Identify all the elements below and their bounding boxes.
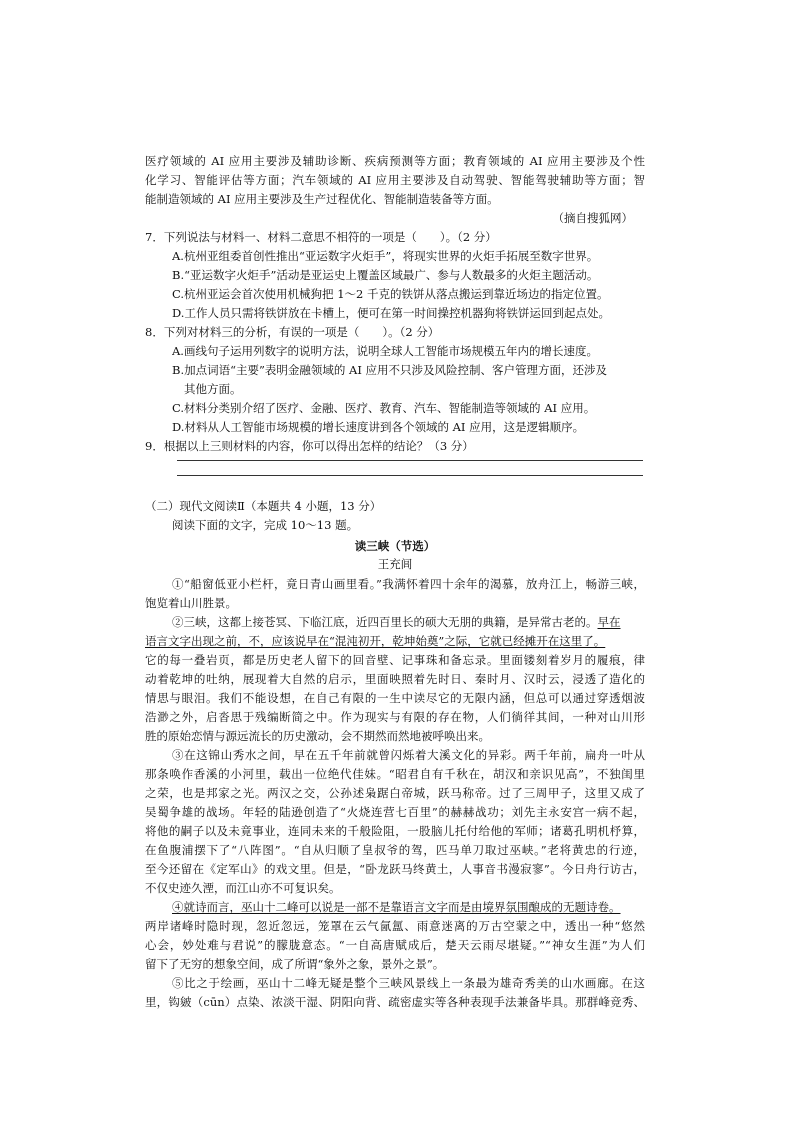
- p4-line-1: [172, 898, 645, 917]
- p3-line-3: 之荣，也是邦家之光。两汉之交，公孙述枭踞白帝城，跃马称帝。过了三周甲子，这里又成了: [145, 786, 645, 800]
- q8-option-b: B.加点词语“主要”表明金融领域的 AI 应用不只涉及风险控制、客户管理方面，还涉及: [172, 363, 608, 377]
- intro-line-1: 医疗领域的 AI 应用主要涉及辅助诊断、疾病预测等方面；教育领域的 AI 应用主要涉及个性: [145, 154, 645, 168]
- section-heading: （二）现代文阅读Ⅱ（本题共 4 小题，13 分）: [145, 499, 382, 513]
- p3-line-1: ③在这锦山秀水之间，早在五千年前就曾闪烁着大溪文化的异彩。两千年前，扁舟一叶从: [172, 748, 645, 762]
- answer-line-2[interactable]: [177, 475, 643, 476]
- passage-author: 王充闾: [377, 557, 413, 571]
- q8-option-d: D.材料从人工智能市场规模的增长速度讲到各个领域的 AI 应用，这是逻辑顺序。: [172, 420, 585, 434]
- q8-option-b-cont: 其他方面。: [184, 382, 242, 396]
- section-instruction: 阅读下面的文字，完成 10～13 题。: [172, 518, 359, 532]
- q8-stem: 8．下列对材料三的分析，有误的一项是（ ）。（2 分）: [145, 325, 440, 339]
- q7-stem: 7．下列说法与材料一、材料二意思不相符的一项是（ ）。（2 分）: [145, 230, 497, 244]
- intro-line-2: 化学习、智能评估等方面；汽车领域的 AI 应用主要涉及自动驾驶、智能驾驶辅助等方面；智: [145, 173, 645, 187]
- intro-line-3: 能制造领域的 AI 应用主要涉及生产过程优化、智能制造装备等方面。: [145, 192, 499, 206]
- p3-line-7: 至今还留在《定军山》的戏文里。但是，“卧龙跃马终黄土，人事音书漫寂寥”。今日舟行访古，: [145, 862, 645, 876]
- q7-option-d: D.工作人员只需将铁饼放在卡槽上，便可在第一时间操控机器狗将铁饼运回到起点处。: [172, 306, 610, 320]
- q8-option-c: C.材料分类别介绍了医疗、金融、医疗、教育、汽车、智能制造等领域的 AI 应用。: [172, 401, 596, 415]
- p3-line-5: 将他的嗣子以及未竟事业，连同未来的千般险阻，一股脑儿托付给他的军师；诸葛孔明机杼算，: [145, 824, 645, 838]
- p3-line-8: 不仅史迹久湮，而江山亦不可复识矣。: [145, 881, 341, 895]
- p2-line-2: [145, 632, 645, 651]
- p1-line-1: ①“船窗低亚小栏杆，竟日青山画里看。”我满怀着四十余年的渴慕，放舟江上，畅游三峡，: [172, 577, 645, 591]
- p2-underlined-start: 早在: [597, 615, 621, 629]
- answer-line-1[interactable]: [177, 460, 643, 461]
- p3-line-4: 吴蜀争雄的战场。年轻的陆逊创造了“火烧连营七百里”的赫赫战功；刘先主永安宫一病不起，: [145, 805, 645, 819]
- p1-line-2: 饱览着山川胜景。: [145, 596, 237, 610]
- source-citation: （摘自搜狐网）: [552, 211, 633, 225]
- p4-line-4: 留下了无穷的想象空间，成了所谓“象外之象，景外之景”。: [145, 957, 445, 971]
- p3-line-6: 在鱼腹浦摆下了“八阵图”。“自从归顺了皇叔爷的驾，匹马单刀取过巫峡。”老将黄忠的行迹，: [145, 843, 645, 857]
- p4-line-2: 两岸诸峰时隐时现，忽近忽远，笼罩在云气氤氲、雨意迷离的万古空蒙之中，透出一种“悠然: [145, 919, 645, 933]
- q7-option-c: C.杭州亚运会首次使用机械狗把 1～2 千克的铁饼从落点搬运到靠近场边的指定位置。: [172, 287, 609, 301]
- p2-line-3: 它的每一叠岩页，都是历史老人留下的回音壁、记事珠和备忘录。里面镂刻着岁月的履痕，律: [145, 653, 645, 667]
- p2-line-7: 胜的原始恋情与源远流长的历史激动，会不期然而然地被呼唤出来。: [145, 729, 490, 743]
- p2-line-5: 情思与眼泪。我们不能设想，在自己有限的一生中读尽它的无限内涵，但总可以通过穿透烟波: [145, 691, 645, 705]
- p3-line-2: 那条唤作香溪的小河里，载出一位绝代佳妹。“昭君自有千秋在，胡汉和亲识见高”，不独闺里: [145, 767, 645, 781]
- q7-option-b: B.“亚运数字火炬手”活动是亚运史上覆盖区域最广、参与人数最多的火炬主题活动。: [172, 268, 599, 282]
- q8-option-a: A.画线句子运用列数字的说明方法，说明全球人工智能市场规模五年内的增长速度。: [172, 344, 598, 358]
- p5-line-1: ⑤比之于绘画，巫山十二峰无疑是整个三峡风景线上一条最为雄奇秀美的山水画廊。在这: [172, 976, 645, 990]
- p2-underlined-sentence: 语言文字出现之前，不，应该说早在“混沌初开，乾坤始奠”之际，它就已经摊开在这里了。: [145, 634, 606, 648]
- passage-title: 读三峡（节选）: [354, 539, 436, 553]
- p5-line-2: 里，钩皴（cūn）点染、浓淡干湿、阴阳向背、疏密虚实等各种表现手法兼备毕具。那群峰竞秀、: [145, 995, 645, 1009]
- p2-line-1: [172, 613, 645, 632]
- p2-line-4: 动着乾坤的吐纳，展现着大自然的启示，里面映照着先时日、秦时月、汉时云，浸透了造化的: [145, 672, 645, 686]
- p2-first-sentence: ②三峡，这都上接苍冥、下临江底，近四百里长的硕大无朋的典籍，是异常古老的。: [172, 615, 598, 629]
- p4-underlined-sentence: ④就诗而言，巫山十二峰可以说是一部不是靠语言文字而是由境界氛围酿成的无题诗卷。: [172, 900, 621, 914]
- p4-line-3: 心会，妙处难与君说”的朦胧意态。“一自高唐赋成后，楚天云雨尽堪疑。”“神女生涯”为人们: [145, 938, 645, 952]
- q7-option-a: A.杭州亚组委首创性推出“亚运数字火炬手”，将现实世界的火炬手拓展至数字世界。: [172, 249, 599, 263]
- q9-stem: 9．根据以上三则材料的内容，你可以得出怎样的结论？（3 分）: [145, 439, 474, 453]
- p2-line-6: 浩渺之外，启沓思于残编断简之中。作为现实与有限的存在物，人们徜徉其间，一种对山川形: [145, 710, 645, 724]
